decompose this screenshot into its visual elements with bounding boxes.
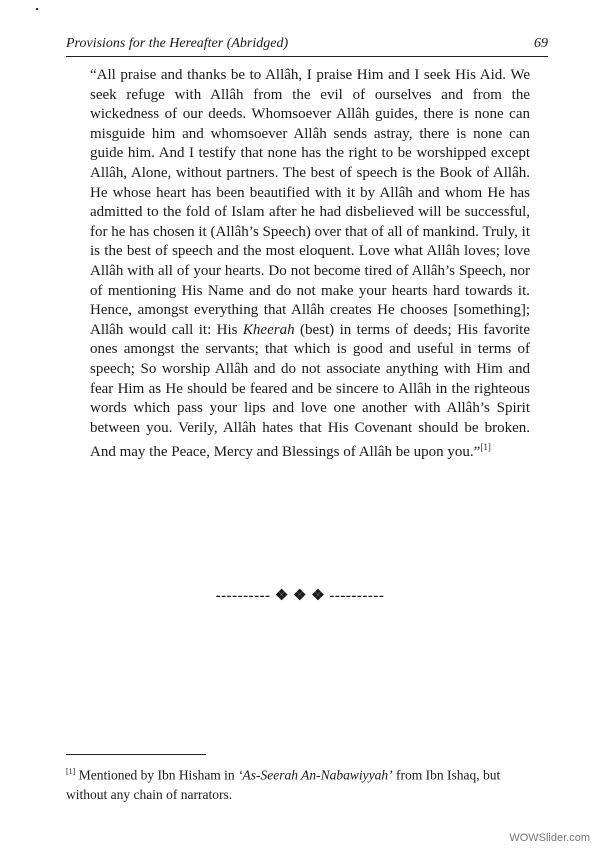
section-separator: ---------- ❖ ❖ ❖ ----------	[215, 588, 385, 604]
footnote	[66, 762, 538, 804]
watermark: WOWSlider.com	[509, 832, 590, 844]
footnote-reference[interactable]: [1]	[480, 442, 491, 453]
footnote-source-title: ‘As-Seerah An-Nabawiyyah’	[238, 767, 393, 783]
body-text-part1: “All praise and thanks be to Allâh, I praise Him and I seek His Aid. We seek refuge with Allâh from the evil of ourselves and from the wickedness of our deeds. Whomsoever Allâh guides, there is none can misguide him and whomsoever Allâh sends astray, there is none can guide him. And I testify that none has the right to be worshipped except Allâh, Alone, without partners. The best of speech is the Book of Allâh. He whose heart has been beautified with it by Allâh and whom He has admitted to the fold of Islam after he had disbelieved will be successful, for he has chosen it (Allâh’s Speech) over that of all of mankind. Truly, it is the best of speech and the most eloquent. Love what Allâh loves; love Allâh with all of your hearts. Do not become tired of Allâh’s Speech, nor of mentioning His Name and do not make your hearts hard towards it. Hence, amongst everything that Allâh creates He chooses [something]; Allâh would call it: His	[90, 67, 530, 338]
footnote-text-after: from Ibn Ishaq, but without any chain of narrators.	[66, 767, 501, 802]
footnote-divider	[66, 754, 206, 755]
stray-mark	[36, 8, 38, 10]
body-text-part2: (best) in terms of deeds; His favorite ones amongst the servants; that which is good and useful in terms of speech; So worship Allâh and do not associate anything with Him and fear Him as He should be feared and be sincere to Allâh in the righteous words which pass your lips and love one another with Allâh’s Spirit between you. Verily, Allâh hates that His Covenant should be broken. And may the Peace, Mercy and Blessings of Allâh be upon you.”	[90, 321, 530, 461]
footnote-marker: [1]	[66, 767, 76, 776]
footnote-text-before: Mentioned by Ibn Hisham in	[78, 767, 235, 783]
book-title: Provisions for the Hereafter (Abridged)	[66, 36, 289, 51]
page-header	[66, 36, 548, 57]
kheerah-term: Kheerah	[242, 321, 295, 338]
body-paragraph	[90, 66, 530, 463]
page-number: 69	[534, 36, 548, 51]
